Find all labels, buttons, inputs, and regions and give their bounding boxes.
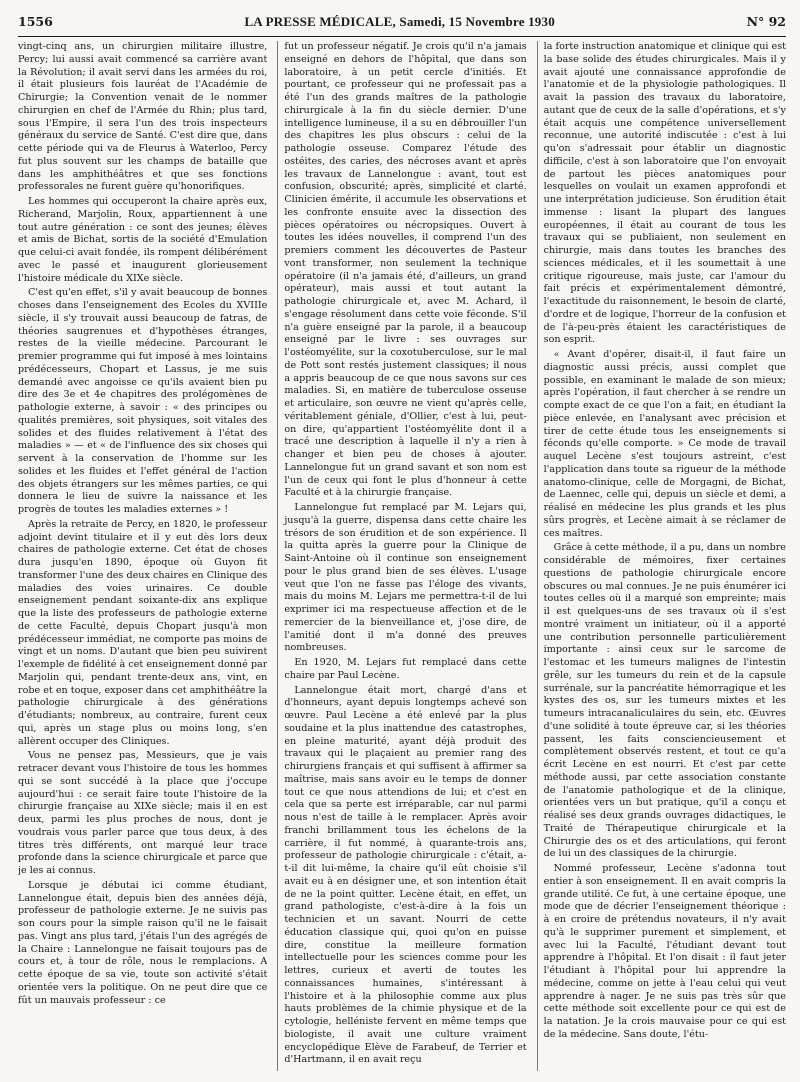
paragraph: Après la retraite de Percy, en 1820, le professeur adjoint devint titulaire et il y eut dès lors deux chaires de pathologie externe. Cet état de choses dura jusqu'en 1890, époque où Guyon fit transformer l'une des deux chaires en Clinique des maladies des voies urinaires. Ce double enseignement pendant soixante-dix ans explique que la liste des professeurs de pathologie externe de cette Faculté, depuis Chopart jusqu'à mon prédécesseur immédiat, ne comporte pas moins de vingt et un noms. D'autant que bien peu suivirent l'exemple de fidélité à cet enseignement donné par Marjolin qui, pendant trente-deux ans, vint, en robe et en toque, exposer dans cet amphithéâtre la pathologie chirurgicale à des générations d'étudiants; nombreux, au contraire, furent ceux qui, après un stage plus ou moins long, s'en allèrent occuper des Cliniques.	[18, 518, 268, 747]
issue-number: N° 92	[746, 14, 786, 29]
paragraph: Lannelongue fut remplacé par M. Lejars qui, jusqu'à la guerre, dispensa dans cette chaire les trésors de son érudition et de son expérience. Il la quitta après la guerre pour la Clinique de Saint-Antoine où il continue son enseignement pour le plus grand bien de ses élèves. L'usage veut que l'on ne fasse pas l'éloge des vivants, mais du moins M. Lejars me permettra-t-il de lui exprimer ici ma respectueuse affection et de le remercier de la bienveillance et, j'ose dire, de l'amitié dont il m'a donné des preuves nombreuses.	[284, 502, 527, 654]
paragraph: En 1920, M. Lejars fut remplacé dans cette chaire par Paul Lecène.	[284, 657, 527, 681]
paragraph: Lorsque je débutai ici comme étudiant, Lannelongue était, depuis bien des années déjà, professeur de pathologie externe. Je ne suivis pas son cours pour la simple raison qu'il ne le faisait pas. Vingt ans plus tard, j'étais l'un des agrégés de la Chaire : Lannelongue ne faisait toujours pas de cours et, à tour de rôle, nous le remplacions. A cette époque de sa vie, toute son activité s'était orientée vers la politique. On ne peut dire que ce fût un mauvais professeur : ce	[18, 879, 268, 1006]
paragraph: « Avant d'opérer, disait-il, il faut faire un diagnostic aussi précis, aussi complet que possible, en examinant le malade de son mieux; après l'opération, il faut chercher à se rendre un compte exact de ce que l'on a fait, en étudiant la pièce enlevée, en l'analysant avec précision et tirer de cette étude tous les enseignements si féconds qu'elle comporte. » Ce mode de travail auquel Lecène s'est toujours astreint, c'est l'application dans toute sa rigueur de la méthode anatomo-clinique, celle de Morgagni, de Bichat, de Laennec, celle qui, depuis un siècle et demi, a réalisé en médecine les plus grands et les plus sûrs progrès, et Lecène aimait à se réclamer de ces maîtres.	[543, 349, 786, 539]
paragraph: Grâce à cette méthode, il a pu, dans un nombre considérable de mémoires, fixer certaines questions de pathologie chirurgicale encore obscures ou mal connues. Je ne puis énumérer ici toutes celles où il a marqué son empreinte; mais il est quelques-uns de ses travaux où il s'est montré vraiment un initiateur, où il a apporté une contribution personnelle particulièrement importante : ainsi ceux sur le sarcome de l'estomac et les tumeurs malignes de l'intestin grêle, sur les tumeurs du rein et de la capsule surrénale, sur la pancréatite hémorragique et les kystes des os, sur les tumeurs mixtes et les tumeurs intracanaliculaires du sein, etc. Œuvres d'une solidité à toute épreuve car, si les théories passent, les faits consciencieusement et complètement observés restent, et tout ce qu'a écrit Lecène en est nourri. Et c'est par cette méthode aussi, par cette association constante de l'anatomie pathologique et de la clinique, orientées vers un but pratique, qu'il a conçu et réalisé ses deux grands ouvrages didactiques, le Traité de Thérapeutique chirurgicale et la Chirurgie des os et des articulations, qui feront de lui un des classiques de la chirurgie.	[543, 542, 786, 860]
paragraph: fut un professeur négatif. Je crois qu'il n'a jamais enseigné en dehors de l'hôpital, que dans son laboratoire, à un petit cercle d'initiés. Et pourtant, ce professeur qui ne professait pas a été l'un des grands maîtres de la pathologie chirurgicale à la fin du siècle dernier. D'une intelligence lumineuse, il a su en débrouiller l'un des chapitres les plus obscurs : celui de la pathologie osseuse. Comparez l'étude des ostéites, des caries, des nécroses avant et après les travaux de Lannelongue : avant, tout est confusion, obscurité; après, simplicité et clarté. Clinicien émérite, il accumule les observations et les confronte ensuite avec la dissection des pièces opératoires ou nécropsiques. Ouvert à toutes les idées nouvelles, il comprend l'un des premiers comment les découvertes de Pasteur vont transformer, non seulement la technique opératoire (il n'a jamais été, d'ailleurs, un grand opérateur), mais aussi et tout autant la pathologie chirurgicale et, avec M. Achard, il s'engage résolument dans cette voie féconde. S'il n'a guère enseigné par la parole, il a beaucoup enseigné par le livre : ses ouvrages sur l'ostéomyélite, sur la coxotuberculose, sur le mal de Pott sont restés justement classiques; il nous a appris beaucoup de ce que nous savons sur ces maladies. Si, en matière de tuberculose osseuse et articulaire, son œuvre ne vient qu'après celle, véritablement géniale, d'Ollier, c'est à lui, peut-on dire, qu'appartient l'ostéomyélite dont il a tracé une description à laquelle il n'y a rien à changer et bien peu de choses à ajouter. Lannelongue fut un grand savant et son nom est l'un de ceux qui font le plus d'honneur à cette Faculté et à la chirurgie française.	[284, 41, 527, 499]
paragraph: vingt-cinq ans, un chirurgien militaire illustre, Percy; lui aussi avait commencé sa carrière avant la Révolution; il avait servi dans les armées du roi, il était plusieurs fois lauréat de l'Académie de Chirurgie; la Convention venait de le nommer chirurgien en chef de l'Armée du Rhin; plus tard, sous l'Empire, il sera l'un des trois inspecteurs généraux du service de Santé. C'est dire que, dans cette période qui va de Fleurus à Waterloo, Percy fut plus souvent sur les champs de bataille que dans les amphithéâtres et que ses fonctions professorales ne furent guère qu'honorifiques.	[18, 41, 268, 193]
text-columns	[18, 41, 786, 1071]
page-header	[18, 14, 786, 37]
journal-title: LA PRESSE MÉDICALE, Samedi, 15 Novembre 1930	[244, 14, 555, 29]
paragraph: Les hommes qui occuperont la chaire après eux, Richerand, Marjolin, Roux, appartiennent à une tout autre génération : ce sont des jeunes; élèves et amis de Bichat, sortis de la société d'Emulation que celui-ci avait fondée, ils rompent délibérément avec le passé et inaugurent glorieusement l'histoire médicale du XIXe siècle.	[18, 196, 268, 284]
column-3	[537, 41, 786, 1071]
column-2	[277, 41, 526, 1071]
paragraph: Vous ne pensez pas, Messieurs, que je vais retracer devant vous l'histoire de tous les hommes qui se sont succédé à la place que j'occupe aujourd'hui : ce serait faire toute l'histoire de la chirurgie française au XIXe siècle; mais il en est deux, parmi les plus proches de nous, dont je voudrais vous parler parce que tous deux, à des titres très différents, ont marqué leur trace profonde dans la science chirurgicale et parce que je les ai connus.	[18, 750, 268, 876]
column-1	[18, 41, 267, 1071]
page-number: 1556	[18, 14, 53, 29]
paragraph: C'est qu'en effet, s'il y avait beaucoup de bonnes choses dans l'enseignement des Ecoles du XVIIIe siècle, il s'y trouvait aussi beaucoup de fatras, de théories saugrenues et d'hypothèses étranges, restes de la vieille médecine. Parcourant le premier programme qui fut imposé à mes lointains prédécesseurs, Chopart et Lassus, je me suis demandé avec angoisse ce qu'ils avaient bien pu dire des 3e et 4e chapitres des prolégomènes de pathologie externe, à savoir : « des principes ou qualités premières, soit physiques, soit vitales des solides et des fluides relativement à l'état des maladies » — et « de l'influence des six choses qui servent à la conservation de l'homme sur les solides et les fluides et l'effet général de l'action des objets étrangers sur les mêmes parties, ce qui donnera le lieu de suivre la naissance et les progrès de toutes les maladies externes » !	[18, 287, 268, 515]
paragraph: Nommé professeur, Lecène s'adonna tout entier à son enseignement. Il en avait compris la grande utilité. Ce fut, à une certaine époque, une mode que de décrier l'enseignement théorique : à en croire de prétendus novateurs, il n'y avait qu'à le supprimer purement et simplement, et avec lui la Faculté, l'étudiant devant tout apprendre à l'hôpital. Et l'on disait : il faut jeter l'étudiant à l'hôpital pour lui apprendre la médecine, comme on jette à l'eau celui qui veut apprendre à nager. Je ne suis pas très sûr que cette méthode soit excellente pour ce qui est de la natation. Je la crois mauvaise pour ce qui est de la médecine. Sans doute, l'étu-	[543, 863, 786, 1040]
paragraph: la forte instruction anatomique et clinique qui est la base solide des études chirurgicales. Mais il y avait ajouté une connaissance approfondie de l'anatomie et de la physiologie pathologiques. Il avait la passion des travaux du laboratoire, autant que de ceux de la salle d'opérations, et s'y était acquis une compétence universellement reconnue, une autorité indiscutée : c'est à lui qu'on s'adressait pour établir un diagnostic difficile, c'est à son laboratoire que l'on envoyait de partout les pièces anatomiques pour lesquelles on voulait un examen approfondi et une interprétation judicieuse. Son érudition était immense : lisant la plupart des langues européennes, il était au courant de tous les travaux qui se publiaient, non seulement en chirurgie, mais dans toutes les branches des sciences médicales, et il les soumettait à une critique rigoureuse, mais juste, car l'amour du fait précis et expérimentalement démontré, l'exactitude du raisonnement, le besoin de clarté, d'ordre et de logique, l'horreur de la confusion et de l'à-peu-près étaient les caractéristiques de son esprit.	[543, 41, 786, 346]
paragraph: Lannelongue était mort, chargé d'ans et d'honneurs, ayant depuis longtemps achevé son œuvre. Paul Lecène a été enlevé par la plus soudaine et la plus inattendue des catastrophes, en pleine maturité, ayant déjà produit des travaux qui le plaçaient au premier rang des chirurgiens français et qui suffisent à affirmer sa maîtrise, mais sans avoir eu le temps de donner tout ce que nous attendions de lui; et c'est en cela que sa perte est irréparable, car nul parmi nous n'est de taille à le remplacer. Après avoir franchi brillamment tous les échelons de la carrière, il fut nommé, à quarante-trois ans, professeur de pathologie chirurgicale : c'était, a-t-il dit lui-même, la chaire qu'il eût choisie s'il avait eu à en désigner une, et son intention était de ne la point quitter. Lecène était, en effet, un grand pathologiste, c'est-à-dire à la fois un technicien et un savant. Nourri de cette éducation classique qui, quoi qu'on en puisse dire, constitue la meilleure formation intellectuelle pour les sciences comme pour les lettres, curieux et averti de toutes les connaissances humaines, s'intéressant à l'histoire et à la philosophie comme aux plus hauts problèmes de la chimie physique et de la cytologie, helléniste fervent en même temps que biologiste, il avait une culture vraiment encyclopédique Elève de Farabeuf, de Terrier et d'Hartmann, il en avait reçu	[284, 684, 527, 1066]
